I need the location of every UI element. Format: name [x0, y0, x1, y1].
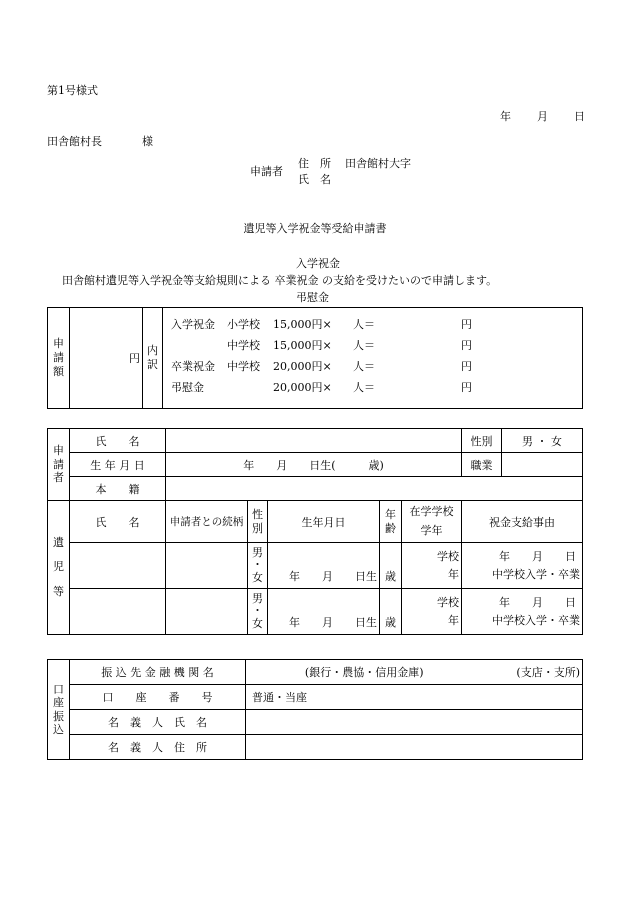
applicant-name-label: 氏 名 — [298, 173, 331, 186]
date-day: 日 — [574, 110, 585, 123]
amount-table — [47, 307, 583, 409]
purpose-option-bottom: 弔慰金 — [296, 291, 329, 304]
addressee-honorific: 様 — [142, 135, 153, 148]
child-row-1 — [48, 543, 583, 589]
holder-address-input[interactable] — [246, 735, 583, 760]
child-birth[interactable]: 年 月 日生 — [268, 589, 380, 635]
purpose-suffix: の支給を受けたいので申請します。 — [322, 274, 498, 287]
child-reason[interactable]: 年 月 日 中学校入学・卒業 — [462, 543, 583, 589]
date-line — [500, 108, 585, 124]
purpose-option-top: 入学祝金 — [296, 257, 340, 270]
addressee — [47, 133, 153, 149]
breakdown-row: 弔慰金 20,000円× 人＝ 円 — [171, 381, 472, 394]
purpose-prefix: 田舎館村遺児等入学祝金等支給規則による — [62, 274, 271, 287]
purpose-option-mid: 卒業祝金 — [274, 274, 319, 287]
bank-name-header: 振 込 先 金 融 機 関 名 — [70, 660, 246, 685]
date-year: 年 — [500, 110, 511, 123]
job-header: 職業 — [462, 453, 502, 477]
document-title: 遺児等入学祝金等受給申請書 — [243, 222, 387, 235]
applicant-domicile-input[interactable] — [166, 477, 583, 501]
account-type-input[interactable]: 普通・当座 — [246, 685, 583, 710]
child-side-label: 遺 児 等 — [48, 501, 70, 635]
applicant-birth-input[interactable]: 年 月 日生( 歳) — [166, 453, 462, 477]
child-school[interactable]: 学校 年 — [402, 543, 462, 589]
applicant-side-label: 申 請 者 — [48, 429, 70, 501]
child-row-2 — [48, 589, 583, 635]
child-gender-header: 性 別 — [248, 501, 268, 543]
person-table — [47, 428, 583, 635]
child-name-input[interactable] — [70, 543, 166, 589]
reason-header: 祝金支給事由 — [462, 501, 583, 543]
applicant-gender[interactable]: 男 ・ 女 — [502, 429, 583, 453]
birth-header: 生 年 月 日 — [70, 453, 166, 477]
child-gender[interactable]: 男 ・ 女 — [248, 543, 268, 589]
child-age[interactable]: 歳 — [380, 543, 402, 589]
amount-label: 申 請 額 — [48, 308, 70, 409]
child-name-input[interactable] — [70, 589, 166, 635]
breakdown-row: 中学校 15,000円× 人＝ 円 — [227, 339, 472, 352]
purpose-sentence — [62, 272, 497, 288]
breakdown-row: 卒業祝金 中学校 20,000円× 人＝ 円 — [171, 360, 472, 373]
amount-yen: 円 — [129, 352, 140, 365]
applicant-name-input[interactable] — [166, 429, 462, 453]
breakdown-row: 入学祝金 小学校 15,000円× 人＝ 円 — [171, 318, 472, 331]
applicant-job-input[interactable] — [502, 453, 583, 477]
domicile-header: 本 籍 — [70, 477, 166, 501]
amount-yen-cell[interactable] — [70, 308, 143, 409]
bank-table — [47, 659, 583, 760]
child-name-header: 氏 名 — [70, 501, 166, 543]
applicant-address-value: 田舎館村大字 — [345, 157, 411, 170]
applicant-name-header: 氏 名 — [70, 429, 166, 453]
relation-header: 申請者との続柄 — [166, 501, 248, 543]
child-gender[interactable]: 男 ・ 女 — [248, 589, 268, 635]
holder-name-input[interactable] — [246, 710, 583, 735]
applicant-address-label: 住 所 — [298, 157, 331, 170]
age-header: 年 齢 — [380, 501, 402, 543]
breakdown-label: 内 訳 — [143, 308, 163, 409]
bank-name-input[interactable]: (銀行・農協・信用金庫) — [246, 660, 426, 685]
gender-header: 性別 — [462, 429, 502, 453]
bank-side-label: 口 座 振 込 — [48, 660, 70, 760]
addressee-name: 田舎館村長 — [47, 135, 102, 148]
relation-input[interactable] — [166, 589, 248, 635]
child-school[interactable]: 学校 年 — [402, 589, 462, 635]
child-birth[interactable]: 年 月 日生 — [268, 543, 380, 589]
branch-name-input[interactable]: (支店・支所) — [426, 660, 583, 685]
child-birth-header: 生年月日 — [268, 501, 380, 543]
child-reason[interactable]: 年 月 日 中学校入学・卒業 — [462, 589, 583, 635]
child-age[interactable]: 歳 — [380, 589, 402, 635]
account-number-header: 口 座 番 号 — [70, 685, 246, 710]
date-month: 月 — [537, 110, 548, 123]
holder-name-header: 名 義 人 氏 名 — [70, 710, 246, 735]
holder-address-header: 名 義 人 住 所 — [70, 735, 246, 760]
breakdown-cell — [163, 308, 583, 409]
relation-input[interactable] — [166, 543, 248, 589]
applicant-label: 申請者 — [250, 165, 283, 178]
school-header: 在学学校 学年 — [402, 501, 462, 543]
form-number: 第1号様式 — [47, 84, 98, 97]
